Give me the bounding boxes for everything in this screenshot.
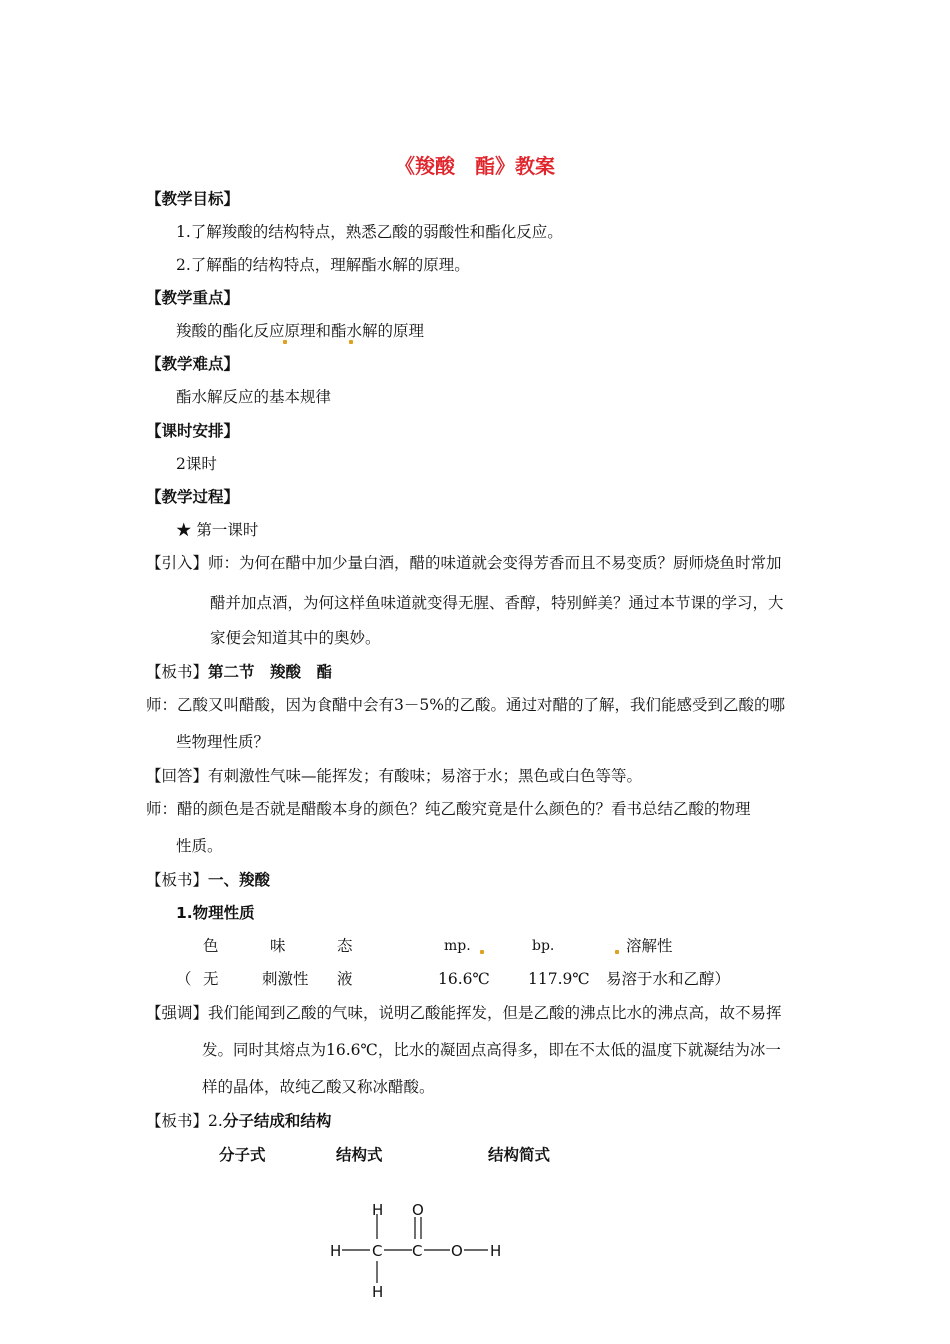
table-cell: 16.6℃ (438, 970, 490, 988)
intro-tag: 【引入】 (146, 554, 209, 572)
table-header: 色 (203, 937, 219, 955)
goal-item-2: 2.了解酯的结构特点，理解酯水解的原理。 (176, 256, 470, 274)
table-header: bp. (532, 938, 555, 954)
atom-label: H (372, 1201, 384, 1219)
marker-dot (480, 950, 484, 954)
teacher2-line-2: 性质。 (176, 837, 223, 855)
intro-line-2: 醋并加点酒，为何这样鱼味道就变得无腥、香醇，特别鲜美？通过本节课的学习，大 (210, 594, 784, 612)
teacher-line-1: 师：乙酸又叫醋酸，因为食醋中会有3－5%的乙酸。通过对醋的了解，我们能感受到乙酸的哪 (146, 696, 785, 714)
table-header: 味 (270, 937, 286, 955)
atom-label: O (451, 1242, 463, 1260)
atom-label: H (490, 1242, 502, 1260)
table-cell: 易溶于水和乙醇） (606, 970, 731, 988)
goals-heading: 【教学目标】 (146, 190, 240, 208)
answer-text: 有刺激性气味—能挥发；有酸味；易溶于水；黑色或白色等等。 (208, 767, 643, 785)
physical-properties-heading: 1.物理性质 (176, 904, 255, 922)
open-paren: （ (176, 970, 192, 988)
board-text: 第二节 羧酸 酯 (208, 663, 333, 681)
board-prefix: 2. (208, 1112, 223, 1130)
page-title: 《羧酸 酯》教案 (395, 154, 555, 178)
board-note-2 (146, 869, 270, 891)
intro-line-3: 家便会知道其中的奥妙。 (210, 629, 381, 647)
key-points-heading: 【教学重点】 (146, 289, 240, 307)
emphasis-tag: 【强调】 (146, 1004, 209, 1022)
emphasis-paragraph (146, 1002, 782, 1024)
board-note-1 (146, 661, 332, 683)
answer-tag: 【回答】 (146, 767, 209, 785)
schedule-text: 2课时 (176, 455, 217, 473)
intro-line-1: 师：为何在醋中加少量白酒，醋的味道就会变得芳香而且不易变质？厨师烧鱼时常加 (208, 554, 782, 572)
board-text: 分子结成和结构 (222, 1112, 332, 1130)
key-points-text: 羧酸的酯化反应原理和酯水解的原理 (176, 322, 425, 340)
answer-paragraph (146, 765, 642, 787)
table-header: 溶解性 (626, 937, 673, 955)
emphasis-line-2: 发。同时其熔点为16.6℃，比水的凝固点高得多，即在不太低的温度下就凝结为冰一 (202, 1041, 781, 1059)
intro-paragraph (146, 552, 782, 574)
schedule-heading: 【课时安排】 (146, 422, 240, 440)
lesson-1-label: ★ 第一课时 (176, 521, 259, 539)
teacher2-line-1: 师：醋的颜色是否就是醋酸本身的颜色？纯乙酸究竟是什么颜色的？看书总结乙酸的物理 (146, 800, 751, 818)
marker-dot (615, 950, 619, 954)
board-note-3 (146, 1110, 331, 1132)
difficulty-text: 酯水解反应的基本规律 (176, 388, 332, 406)
table-cell: 液 (337, 970, 353, 988)
difficulty-heading: 【教学难点】 (146, 355, 240, 373)
table-cell: 刺激性 (262, 970, 309, 988)
emphasis-line-1: 我们能闻到乙酸的气味，说明乙酸能挥发，但是乙酸的沸点比水的沸点高，故不易挥 (208, 1004, 782, 1022)
board-tag: 【板书】 (146, 871, 209, 889)
acetic-acid-structure (320, 1195, 520, 1305)
process-heading: 【教学过程】 (146, 488, 240, 506)
table-header: 态 (337, 937, 353, 955)
structure-header-condensed: 结构简式 (488, 1146, 551, 1164)
table-cell: 117.9℃ (528, 970, 590, 988)
board-tag: 【板书】 (146, 1112, 209, 1130)
teacher-line-2: 些物理性质？ (176, 733, 270, 751)
goal-item-1: 1.了解羧酸的结构特点，熟悉乙酸的弱酸性和酯化反应。 (176, 223, 563, 241)
table-header: mp. (444, 938, 471, 954)
atom-label: C (372, 1242, 383, 1260)
atom-label: C (412, 1242, 423, 1260)
atom-label: H (372, 1283, 384, 1301)
table-cell: 无 (203, 970, 219, 988)
emphasis-line-3: 样的晶体，故纯乙酸又称冰醋酸。 (202, 1078, 435, 1096)
atom-label: H (330, 1242, 342, 1260)
marker-dot (349, 340, 353, 344)
board-tag: 【板书】 (146, 663, 209, 681)
board-text: 一、羧酸 (208, 871, 271, 889)
structure-header-structural: 结构式 (336, 1146, 383, 1164)
structure-header-formula: 分子式 (219, 1146, 266, 1164)
marker-dot (283, 340, 287, 344)
atom-label: O (412, 1201, 424, 1219)
